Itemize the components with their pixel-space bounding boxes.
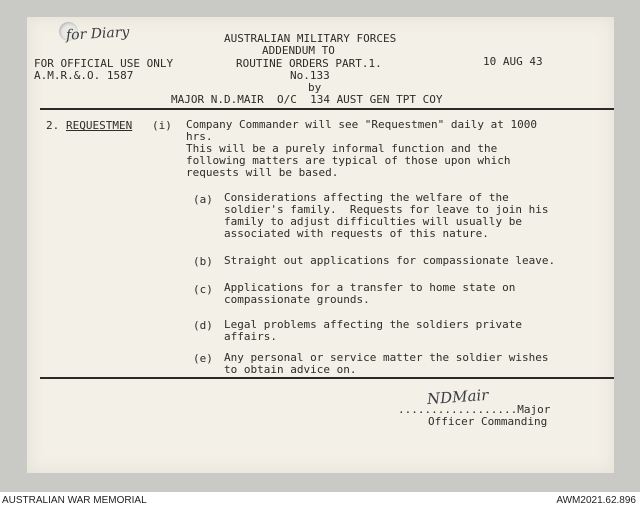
- intro-line: following matters are typical of those upon which: [186, 154, 511, 167]
- handwritten-annotation: for Diary: [65, 24, 130, 44]
- list-item-line: Applications for a transfer to home state on: [224, 281, 516, 294]
- list-item-line: Considerations affecting the welfare of the: [224, 191, 509, 204]
- list-item-label: (c): [193, 283, 213, 296]
- item-number: 2.: [46, 119, 60, 132]
- intro-line: requests will be based.: [186, 166, 339, 179]
- signature-title: Officer Commanding: [428, 415, 548, 428]
- intro-line: hrs.: [186, 130, 213, 143]
- list-item-label: (d): [193, 319, 213, 332]
- list-item-line: compassionate grounds.: [224, 293, 370, 306]
- list-item-label: (b): [193, 255, 213, 268]
- item-sub-marker: (i): [152, 119, 172, 132]
- intro-line: Company Commander will see "Requestmen" daily at 1000: [186, 118, 537, 131]
- list-item-line: to obtain advice on.: [224, 363, 357, 376]
- intro-line: This will be a purely informal function and the: [186, 142, 498, 155]
- list-item-line: affairs.: [224, 330, 277, 343]
- item-title: REQUESTMEN: [66, 119, 133, 132]
- list-item-line: soldier's family. Requests for leave to join his: [224, 203, 549, 216]
- archive-credit: AUSTRALIAN WAR MEMORIAL: [2, 495, 147, 506]
- list-item-line: family to adjust difficulties will usually be: [224, 215, 523, 228]
- header-by: by: [308, 81, 322, 94]
- list-item-line: Legal problems affecting the soldiers private: [224, 318, 523, 331]
- list-item-line: Straight out applications for compassionate leave.: [224, 254, 556, 267]
- header-addendum: ADDENDUM TO: [262, 44, 335, 57]
- document-date: 10 AUG 43: [483, 55, 543, 68]
- list-item-line: associated with requests of this nature.: [224, 227, 489, 240]
- list-item-line: Any personal or service matter the soldier wishes: [224, 351, 549, 364]
- form-reference: A.M.R.&.O. 1587: [34, 69, 134, 82]
- archive-identifier: AWM2021.62.896: [556, 495, 636, 506]
- classification: FOR OFFICIAL USE ONLY: [34, 57, 174, 70]
- commander-line: MAJOR N.D.MAIR O/C 134 AUST GEN TPT COY: [171, 93, 443, 106]
- body-rule: [40, 377, 614, 379]
- handwritten-signature: NDMair: [426, 385, 489, 409]
- header-routine-orders: ROUTINE ORDERS PART.1.: [236, 57, 382, 70]
- order-number: No.133: [290, 69, 330, 82]
- list-item-label: (a): [193, 193, 213, 206]
- signature-rank: ..................Major: [398, 403, 551, 416]
- header-org: AUSTRALIAN MILITARY FORCES: [224, 32, 397, 45]
- header-rule: [40, 108, 614, 110]
- list-item-label: (e): [193, 352, 213, 365]
